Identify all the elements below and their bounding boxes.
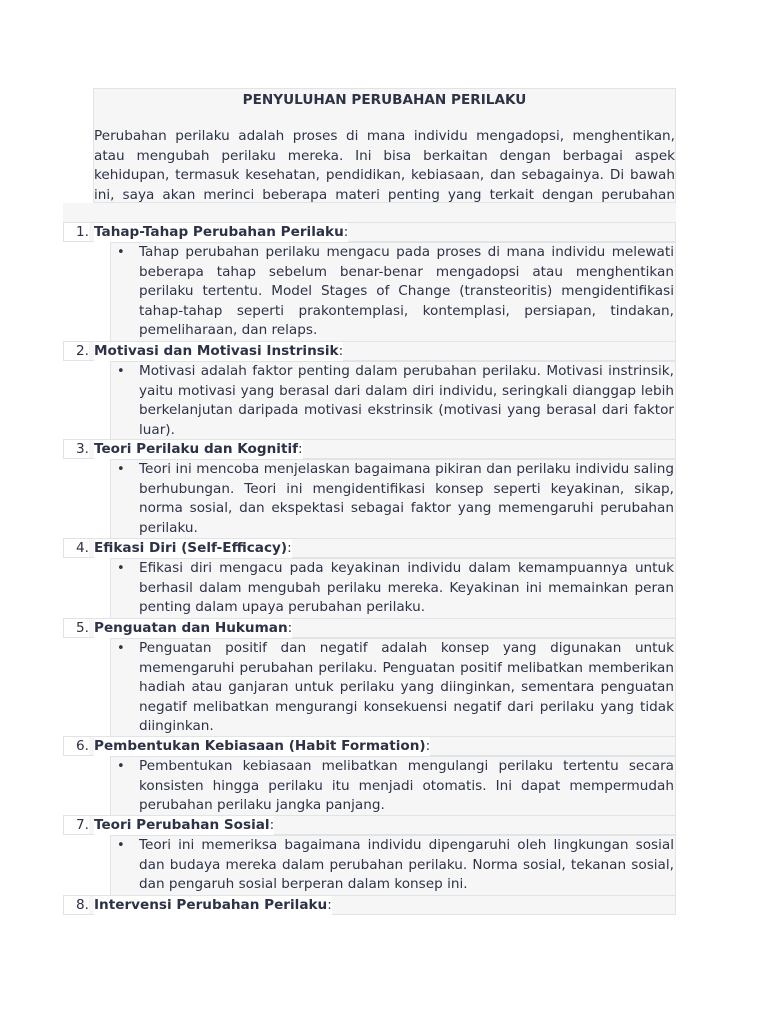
intro-paragraph: Perubahan perilaku adalah proses di mana individu mengadopsi, menghentikan, atau mengubah perilaku mereka. Ini bisa berkaitan dengan berbagai aspek kehidupan, termasuk kesehatan, pendidikan, kebiasaan, dan sebagainya. Di bawah ini, saya akan merinci beberapa materi penting yang terkait dengan perubahan [94, 128, 675, 203]
intro-section [93, 88, 676, 203]
list-item-detail [110, 835, 676, 896]
list-item [63, 439, 676, 459]
list-item-detail [110, 638, 676, 738]
list-item-number: 7. [64, 816, 89, 834]
list-item-detail [110, 558, 676, 619]
list-item-number: 3. [64, 440, 89, 458]
section-divider [63, 203, 676, 222]
list-item-number: 8. [64, 896, 89, 914]
list-item-text: Teori ini mencoba menjelaskan bagaimana pikiran dan perilaku individu saling berhubungan. Teori ini mengidentifikasi konsep seperti keyakinan, sikap, norma sosial, dan ekspektasi sebagai faktor yang memengaruhi perubahan perilaku. [139, 461, 674, 536]
list-item-text: Efikasi diri mengacu pada keyakinan individu dalam kemampuannya untuk berhasil dalam mengubah perilaku mereka. Keyakinan ini memainkan peran penting dalam upaya perubahan perilaku. [139, 560, 674, 616]
list-item [63, 895, 676, 915]
bullet-icon: • [117, 561, 125, 576]
list-item-text: Penguatan positif dan negatif adalah konsep yang digunakan untuk memengaruhi perubahan perilaku. Penguatan positif melibatkan memberikan hadiah atau ganjaran untuk perilaku yang diinginkan, sementara penguatan negatif melibatkan mengurangi konsekuensi negatif dari perilaku yang tidak diinginkan. [139, 640, 674, 735]
list-item-text: Pembentukan kebiasaan melibatkan mengulangi perilaku tertentu secara konsisten hingga perilaku itu menjadi otomatis. Ini dapat mempermudah perubahan perilaku jangka panjang. [139, 758, 674, 814]
list-item-text: Tahap perubahan perilaku mengacu pada proses di mana individu melewati beberapa tahap sebelum benar-benar mengadopsi atau menghentikan perilaku tertentu. Model Stages of Change (transteoritis) mengidentifikasi tahap-tahap seperti prakontemplasi, kontemplasi, persiapan, tindakan, pemeliharaan, dan relaps. [139, 244, 674, 339]
document-title: PENYULUHAN PERUBAHAN PERILAKU [242, 92, 527, 108]
list-item-number: 5. [64, 619, 89, 637]
list-item-heading: Penguatan dan Hukuman: [94, 620, 293, 636]
list-item-detail [110, 459, 676, 539]
list-item [63, 222, 676, 242]
list-item-text: Teori ini memeriksa bagaimana individu dipengaruhi oleh lingkungan sosial dan budaya mereka dalam perubahan perilaku. Norma sosial, tekanan sosial, dan pengaruh sosial berperan dalam konsep ini. [139, 837, 674, 893]
list-item-heading: Teori Perilaku dan Kognitif: [94, 441, 303, 457]
list-item-number: 2. [64, 342, 89, 360]
list-item-detail [110, 756, 676, 817]
list-item [63, 618, 676, 638]
list-item-text: Motivasi adalah faktor penting dalam perubahan perilaku. Motivasi instrinsik, yaitu motivasi yang berasal dari dalam diri individu, seringkali dianggap lebih berkelanjutan daripada motivasi ekstrinsik (motivasi yang berasal dari faktor luar). [139, 363, 674, 438]
list-item-heading: Intervensi Perubahan Perilaku: [94, 897, 332, 913]
bullet-icon: • [117, 641, 125, 656]
list-item-heading: Motivasi dan Motivasi Instrinsik: [94, 343, 344, 359]
list-item [63, 736, 676, 756]
list-item-number: 1. [64, 223, 89, 241]
list-item [63, 815, 676, 835]
list-item-heading: Tahap-Tahap Perubahan Perilaku: [94, 224, 349, 240]
list-item-heading: Teori Perubahan Sosial: [94, 817, 275, 833]
bullet-icon: • [117, 462, 125, 477]
bullet-icon: • [117, 245, 125, 260]
bullet-icon: • [117, 759, 125, 774]
list-item-detail [110, 242, 676, 342]
list-item-detail [110, 361, 676, 441]
list-item-heading: Efikasi Diri (Self-Efficacy): [94, 540, 292, 556]
list-item [63, 538, 676, 558]
bullet-icon: • [117, 838, 125, 853]
list-item-number: 4. [64, 539, 89, 557]
list-item-heading: Pembentukan Kebiasaan (Habit Formation): [94, 738, 431, 754]
list-item-number: 6. [64, 737, 89, 755]
bullet-icon: • [117, 364, 125, 379]
list-item [63, 341, 676, 361]
